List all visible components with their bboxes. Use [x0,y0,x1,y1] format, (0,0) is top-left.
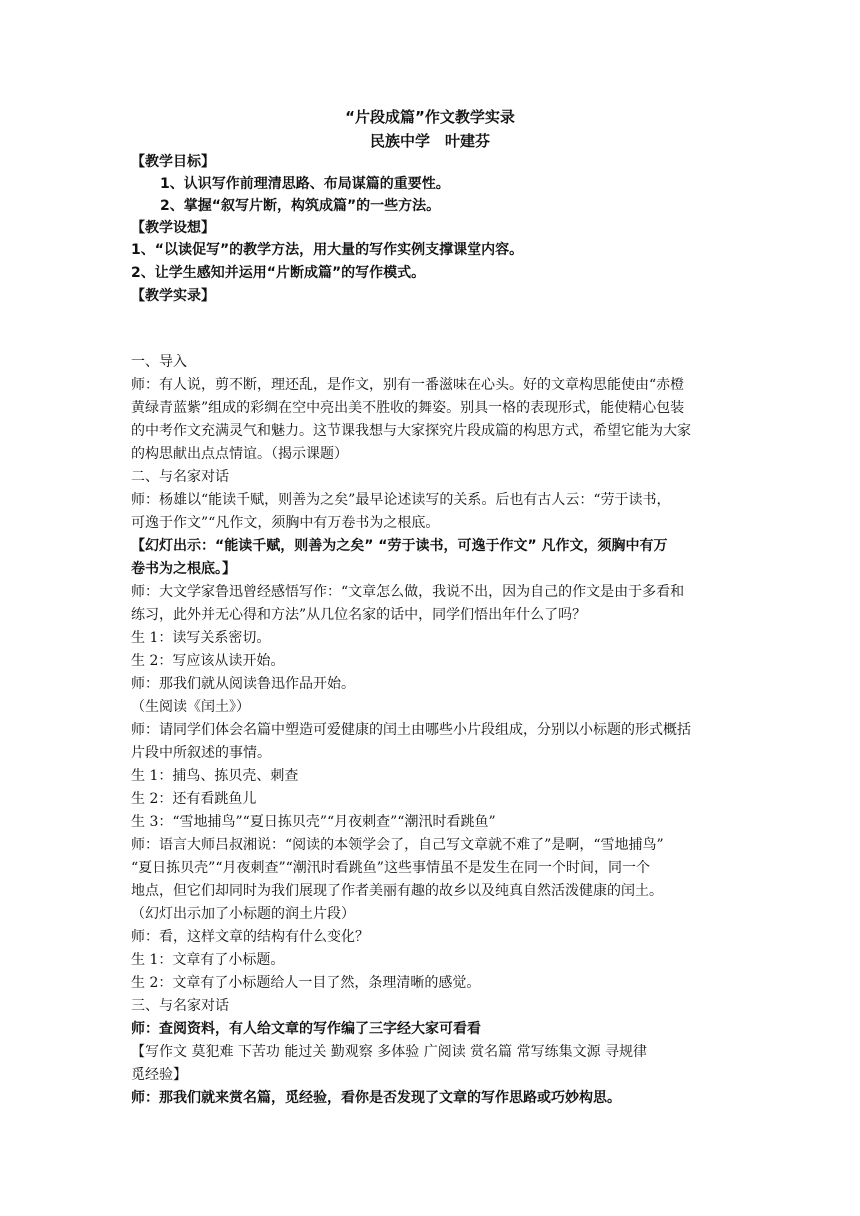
section-heading-record: 【教学实录】 [131,288,215,304]
paragraph-line: 生 2：写应该从读开始。 [131,653,285,669]
paragraph-line: 可逸于作文”“凡作文，须胸中有万卷书为之根底。 [131,515,440,531]
paragraph-line: 片段中所叙述的事情。 [131,745,271,761]
paragraph-line: “夏日拣贝壳”“月夜刺查”“潮汛时看跳鱼”这些事情虽不是发生在同一个时间，同一个 [131,860,650,876]
paragraph-line: 师：有人说，剪不断，理还乱，是作文，别有一番滋味在心头。好的文章构思能使由“赤橙 [131,377,685,393]
author-line: 民族中学 叶建芬 [369,132,490,150]
document-title: “片段成篇”作文教学实录 [345,108,515,126]
paragraph-line: 生 3：“雪地捕鸟”“夏日拣贝壳”“月夜刺查”“潮汛时看跳鱼” [131,814,496,830]
paragraph-line: 师：看，这样文章的结构有什么变化？ [131,929,369,945]
paragraph-line: 师：杨雄以“能读千赋，则善为之矣”最早论述读写的关系。后也有古人云：“劳于读书， [131,492,671,508]
part-heading-dialogue: 二、与名家对话 [131,469,229,485]
goal-item-1: 1、认识写作前理清思路、布局谋篇的重要性。 [160,176,450,192]
plan-item-1: 1、“以读促写”的教学方法，用大量的写作实例支撑课堂内容。 [131,242,524,258]
plan-item-2: 2、让学生感知并运用“片断成篇”的写作模式。 [131,265,426,281]
paragraph-line: 师：语言大师吕叔湘说：“阅读的本领学会了，自己写文章就不难了”是啊，“雪地捕鸟” [131,837,664,853]
paragraph-line: 师：那我们就来赏名篇，觅经验，看你是否发现了文章的写作思路或巧妙构思。 [131,1090,621,1106]
paragraph-line: 师：那我们就从阅读鲁迅作品开始。 [131,676,355,692]
three-character-verse-line: 【写作文 莫犯难 下苦功 能过关 勤观察 多体验 广阅读 赏名篇 常写练集文源 寻规律 [131,1044,648,1060]
part-heading-intro: 一、导入 [131,354,187,370]
paragraph-line: 生 1：捕鸟、拣贝壳、刺查 [131,768,299,784]
section-heading-plan: 【教学设想】 [131,220,215,236]
paragraph-line: 师：大文学家鲁迅曾经感悟写作：“文章怎么做，我说不出，因为自己的作文是由于多看和 [131,584,685,600]
section-heading-goals: 【教学目标】 [131,154,215,170]
paragraph-line: 师：查阅资料，有人给文章的写作编了三字经大家可看看 [131,1021,481,1037]
three-character-verse-line: 觅经验】 [131,1067,187,1083]
paragraph-line: 生 2：还有看跳鱼儿 [131,791,257,807]
paragraph-line: 生 2：文章有了小标题给人一目了然，条理清晰的感觉。 [131,975,481,991]
paragraph-line: 练习，此外并无心得和方法”从几位名家的话中，同学们悟出年什么了吗？ [131,607,587,623]
goal-item-2: 2、掌握“叙写片断，构筑成篇”的一些方法。 [160,198,441,214]
paragraph-line: 的构思献出点点情谊。（揭示课题） [131,446,348,462]
part-heading-dialogue-2: 三、与名家对话 [131,998,229,1014]
paragraph-line: 生 1：文章有了小标题。 [131,952,285,968]
paragraph-line: 的中考作文充满灵气和魅力。这节课我想与大家探究片段成篇的构思方式，希望它能为大家 [131,423,691,439]
paragraph-line: 师：请同学们体会名篇中塑造可爱健康的闰土由哪些小片段组成，分别以小标题的形式概括 [131,722,691,738]
paragraph-line: 黄绿青蓝紫”组成的彩绸在空中亮出美不胜收的舞姿。别具一格的表现形式，能使精心包装 [131,400,685,416]
paragraph-line: （生阅读《闰土》） [131,699,250,715]
paragraph-line: 地点，但它们却同时为我们展现了作者美丽有趣的故乡以及纯真自然活泼健康的闰土。 [131,883,663,899]
paragraph-line: （幻灯出示加了小标题的润土片段） [131,906,355,922]
slide-quote-line: 【幻灯出示：“能读千赋，则善为之矣” “劳于读书，可逸于作文” 凡作文，须胸中有万 [131,538,668,554]
paragraph-line: 生 1：读写关系密切。 [131,630,271,646]
slide-quote-line: 卷书为之根底。】 [131,561,236,577]
